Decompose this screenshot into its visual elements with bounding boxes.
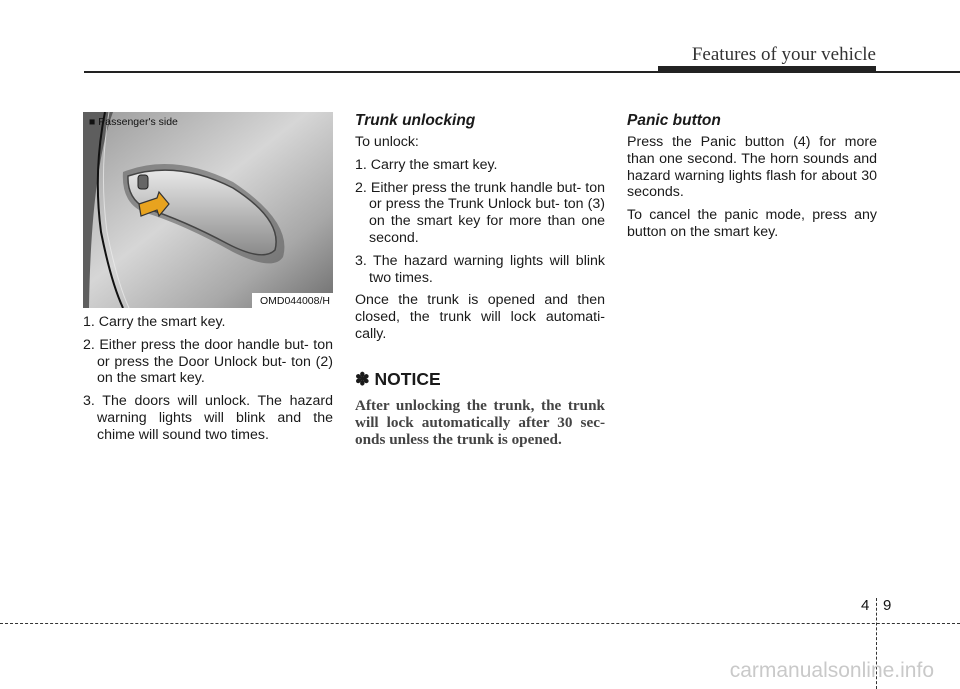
- list-item: 1. Carry the smart key.: [355, 156, 498, 173]
- list-item: 2. Either press the door handle but- ton or press the Door Unlock but- ton (2) on the smart key.: [83, 336, 333, 387]
- page-number: 9: [883, 597, 892, 614]
- footer-rule: [0, 623, 960, 624]
- list-item: 1. Carry the smart key.: [83, 314, 226, 330]
- trunk-relock-paragraph: Once the trunk is opened and then closed, the trunk will lock automati- cally.: [355, 292, 605, 342]
- column-left: [83, 112, 333, 444]
- list-item: 2. Either press the trunk handle but- ton or press the Trunk Unlock but- ton (3) on the smart key for more than one second.: [355, 179, 605, 246]
- watermark: carmanualsonline.info: [729, 659, 934, 682]
- notice-body: After unlocking the trunk, the trunk will lock automatically after 30 sec- onds unless the trunk is opened.: [355, 396, 605, 448]
- trunk-unlock-steps: [355, 157, 605, 287]
- door-handle-figure: [83, 112, 333, 308]
- panic-paragraph: Press the Panic button (4) for more than one second. The horn sounds and hazard warning lights flash for about 30 seconds.: [627, 134, 877, 201]
- notice-heading: ✽ NOTICE: [355, 368, 441, 389]
- list-item: 3. The doors will unlock. The hazard warning lights will blink and the chime will sound two times.: [83, 393, 333, 443]
- figure-caption: ■ Passenger's side: [89, 116, 178, 128]
- trunk-unlocking-heading: Trunk unlocking: [355, 112, 476, 129]
- list-item: 3. The hazard warning lights will blink two times.: [355, 252, 605, 286]
- column-middle: [355, 112, 605, 448]
- figure-code: OMD044008/H: [252, 293, 333, 308]
- door-unlock-steps: [83, 314, 333, 444]
- column-right: [627, 112, 877, 241]
- chapter-number: 4: [861, 597, 870, 614]
- header-rule-accent: [658, 66, 876, 72]
- trunk-intro: To unlock:: [355, 134, 419, 150]
- panic-button-heading: Panic button: [627, 112, 721, 129]
- panic-cancel-paragraph: To cancel the panic mode, press any button on the smart key.: [627, 207, 877, 240]
- door-handle-illustration: [83, 112, 333, 308]
- page-header-title: Features of your vehicle: [691, 44, 876, 65]
